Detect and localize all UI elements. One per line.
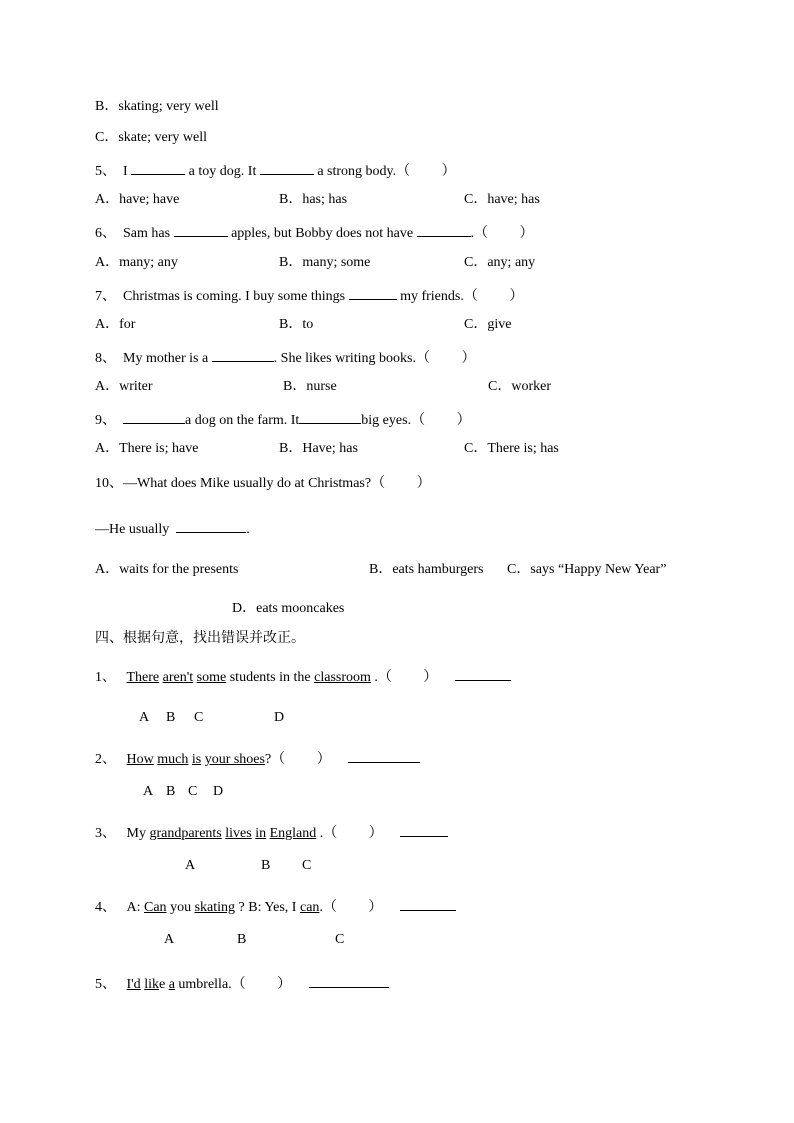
- correction-blank[interactable]: [400, 822, 448, 837]
- answer-blank[interactable]: [417, 222, 471, 237]
- correction-blank[interactable]: [455, 666, 511, 681]
- underlined-word-c: is: [191, 752, 202, 767]
- q10-option-c: C．says “Happy New Year”: [507, 562, 667, 577]
- underlined-word-c: in: [255, 826, 267, 841]
- error-question-5: [95, 973, 389, 994]
- question-text: ）: [461, 351, 476, 366]
- q6-option-c: C．any; any: [464, 255, 536, 270]
- underlined-word-b: lives: [225, 826, 252, 841]
- underlined-word-b: aren't: [162, 670, 194, 685]
- question-9: [95, 409, 471, 430]
- question-text: ）: [423, 670, 438, 685]
- underlined-word-a: How: [126, 752, 154, 767]
- q9-option-a: A．There is; have: [95, 441, 199, 456]
- correction-blank[interactable]: [309, 973, 389, 988]
- question-5: [95, 160, 456, 181]
- letter-d: D: [213, 784, 224, 799]
- letter-a: A: [185, 858, 196, 873]
- question-text: . She likes writing books.（: [273, 351, 430, 366]
- q5-option-a: A．have; have: [95, 192, 180, 207]
- q7-option-b: B．to: [279, 317, 314, 332]
- question-text: My mother is a: [123, 351, 209, 366]
- question-text: a dog on the farm. It: [185, 413, 300, 428]
- question-text: ? B: Yes, I: [238, 900, 297, 915]
- question-number: 1、: [95, 670, 116, 685]
- underlined-word-b: much: [157, 752, 189, 767]
- question-text: .: [246, 522, 250, 537]
- question-text: students in the: [229, 670, 311, 685]
- question-text: Sam has: [123, 226, 171, 241]
- question-text: you: [170, 900, 192, 915]
- question-text: ）: [519, 226, 534, 241]
- underlined-word-b: skating: [194, 900, 236, 915]
- answer-blank[interactable]: [212, 347, 274, 362]
- question-text: e: [158, 977, 166, 992]
- question-number: 9、: [95, 413, 116, 428]
- question-text: umbrella.（: [178, 977, 246, 992]
- question-text: .（: [319, 900, 337, 915]
- question-number: 8、: [95, 351, 116, 366]
- question-text: ）: [316, 752, 331, 767]
- question-number: 10、: [95, 476, 123, 491]
- error-question-2: [95, 748, 420, 769]
- question-text: big eyes.（: [361, 413, 426, 428]
- letter-d: D: [274, 710, 285, 725]
- underlined-word-b: lik: [144, 977, 159, 992]
- question-text: ）: [368, 826, 383, 841]
- underlined-word-a: grandparents: [149, 826, 222, 841]
- question-number: 6、: [95, 226, 116, 241]
- q5-option-b: B．has; has: [279, 192, 348, 207]
- underlined-word-a: There: [126, 670, 160, 685]
- letter-c: C: [335, 932, 345, 947]
- question-10: [95, 475, 431, 493]
- underlined-word-d: England: [269, 826, 317, 841]
- question-text: ）: [441, 164, 456, 179]
- question-number: 2、: [95, 752, 116, 767]
- question-text: ）: [456, 413, 471, 428]
- underlined-word-a: Can: [144, 900, 167, 915]
- underlined-word-c: can: [299, 900, 320, 915]
- question-number: 5、: [95, 977, 116, 992]
- question-text: ）: [368, 900, 383, 915]
- correction-blank[interactable]: [400, 896, 456, 911]
- q5-option-c: C．have; has: [464, 192, 540, 207]
- question-number: 5、: [95, 164, 116, 179]
- letter-b: B: [237, 932, 247, 947]
- question-number: 7、: [95, 289, 116, 304]
- letter-b: B: [166, 784, 176, 799]
- error-question-4: [95, 896, 456, 917]
- q7-option-c: C．give: [464, 317, 512, 332]
- question-text: I: [123, 164, 128, 179]
- answer-blank[interactable]: [131, 160, 185, 175]
- question-number: 4、: [95, 900, 116, 915]
- question-text: .（: [319, 826, 338, 841]
- answer-blank[interactable]: [123, 409, 185, 424]
- letter-b: B: [166, 710, 176, 725]
- q10-option-a: A．waits for the presents: [95, 562, 239, 577]
- question-text: a toy dog. It: [188, 164, 257, 179]
- underlined-word-c: a: [168, 977, 175, 992]
- question-text: my friends.（: [400, 289, 478, 304]
- question-text: A:: [126, 900, 141, 915]
- q8-option-c: C．worker: [488, 379, 551, 394]
- q9-option-b: B．Have; has: [279, 441, 358, 456]
- question-text: .（: [470, 226, 489, 241]
- underlined-word-d: your shoes: [204, 752, 265, 767]
- letter-c: C: [188, 784, 198, 799]
- q9-option-c: C．There is; has: [464, 441, 559, 456]
- underlined-word-a: I'd: [126, 977, 141, 992]
- letter-c: C: [194, 710, 204, 725]
- q10-option-d: D．eats mooncakes: [232, 601, 345, 616]
- question-text: .（: [374, 670, 392, 685]
- answer-blank[interactable]: [176, 518, 246, 533]
- underlined-word-d: classroom: [314, 670, 371, 685]
- question-text: —What does Mike usually do at Christmas?（: [123, 476, 386, 491]
- q10-answer-line: [95, 518, 250, 539]
- question-text: ）: [277, 977, 292, 992]
- question-7: [95, 285, 523, 306]
- question-number: 3、: [95, 826, 116, 841]
- question-text: apples, but Bobby does not have: [231, 226, 414, 241]
- question-text: a strong body.（: [317, 164, 411, 179]
- error-question-1: [95, 666, 511, 687]
- letter-c: C: [302, 858, 312, 873]
- letter-a: A: [139, 710, 150, 725]
- question-text: —He usually: [95, 522, 170, 537]
- question-text: ）: [416, 476, 431, 491]
- answer-blank[interactable]: [174, 222, 228, 237]
- q10-option-b: B．eats hamburgers: [369, 562, 484, 577]
- answer-blank[interactable]: [349, 285, 397, 300]
- question-text: ?（: [264, 752, 286, 767]
- answer-blank[interactable]: [299, 409, 361, 424]
- letter-b: B: [261, 858, 271, 873]
- underlined-word-c: some: [196, 670, 227, 685]
- q6-option-b: B．many; some: [279, 255, 371, 270]
- correction-blank[interactable]: [348, 748, 420, 763]
- letter-a: A: [143, 784, 154, 799]
- question-text: My: [126, 826, 146, 841]
- error-question-3: [95, 822, 448, 843]
- letter-a: A: [164, 932, 175, 947]
- q7-option-a: A．for: [95, 317, 136, 332]
- question-text: ）: [509, 289, 524, 304]
- question-8: [95, 347, 476, 368]
- section-heading: 四、根据句意，找出错误并改正。: [95, 630, 305, 646]
- q4-option-c: C．skate; very well: [95, 130, 207, 145]
- question-text: Christmas is coming. I buy some things: [123, 289, 346, 304]
- q8-option-b: B．nurse: [283, 379, 337, 394]
- q6-option-a: A．many; any: [95, 255, 178, 270]
- question-6: [95, 222, 534, 243]
- q8-option-a: A．writer: [95, 379, 153, 394]
- q4-option-b: B．skating; very well: [95, 99, 219, 114]
- answer-blank[interactable]: [260, 160, 314, 175]
